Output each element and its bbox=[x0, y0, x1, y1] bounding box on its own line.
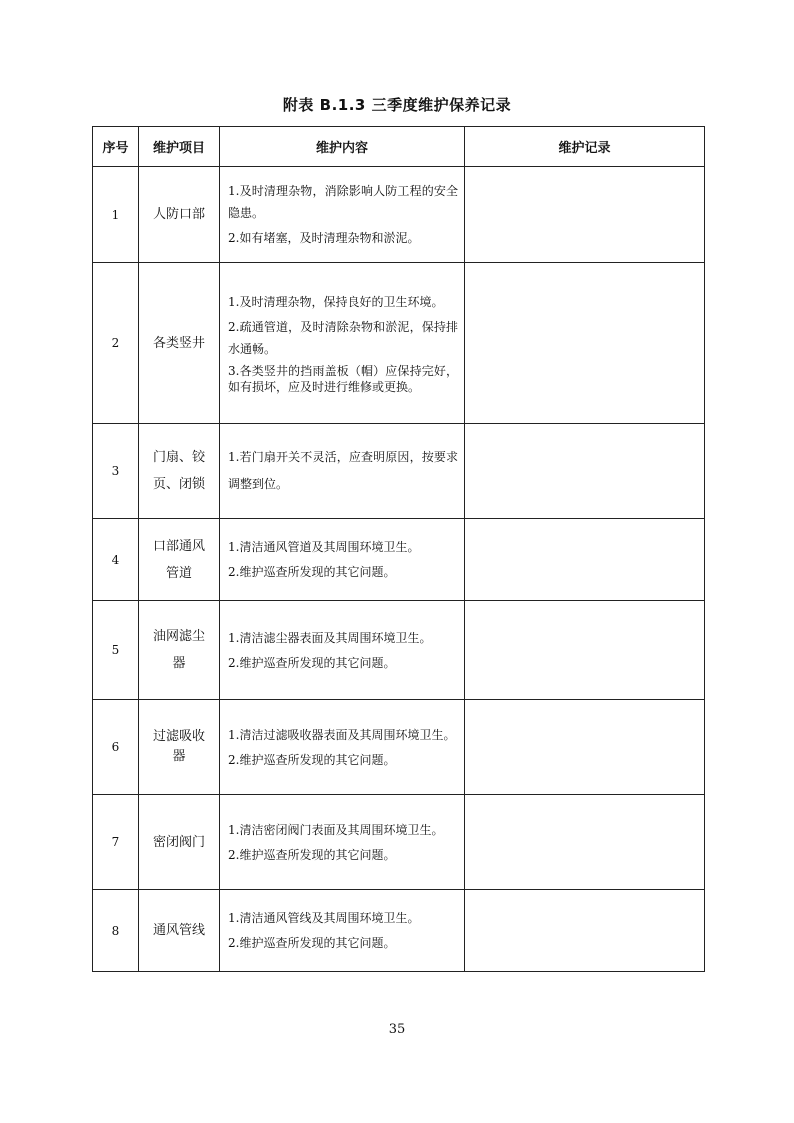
header-record: 维护记录 bbox=[465, 127, 705, 167]
row-content bbox=[220, 601, 465, 700]
header-seq: 序号 bbox=[93, 127, 139, 167]
record-cell[interactable] bbox=[465, 263, 705, 424]
row-content bbox=[220, 890, 465, 972]
row-seq: 5 bbox=[93, 601, 139, 700]
content-line: 1.及时清理杂物，保持良好的卫生环境。 bbox=[228, 295, 444, 309]
content-line: 2.维护巡查所发现的其它问题。 bbox=[228, 752, 396, 767]
row-item: 口部通风管道 bbox=[139, 519, 220, 601]
row-content bbox=[220, 700, 465, 795]
record-cell[interactable] bbox=[465, 601, 705, 700]
record-cell[interactable] bbox=[465, 424, 705, 519]
page-title: 附表 B.1.3 三季度维护保养记录 bbox=[282, 96, 512, 114]
row-item: 油网滤尘器 bbox=[139, 601, 220, 700]
row-content bbox=[220, 519, 465, 601]
page-number: 35 bbox=[388, 1022, 406, 1037]
content-line: 2.维护巡查所发现的其它问题。 bbox=[228, 936, 396, 950]
row-item: 通风管线 bbox=[139, 890, 220, 972]
table-row bbox=[93, 795, 705, 890]
row-seq: 7 bbox=[93, 795, 139, 890]
content-line: 2.维护巡查所发现的其它问题。 bbox=[228, 655, 396, 670]
table-row bbox=[93, 601, 705, 700]
row-item: 过滤吸收器 bbox=[139, 700, 220, 795]
row-content bbox=[220, 424, 465, 519]
content-line: 1.清洁通风管道及其周围环境卫生。 bbox=[228, 540, 420, 554]
content-line: 1.及时清理杂物，消除影响人防工程的安全隐患。 bbox=[228, 184, 458, 220]
content-line: 1.清洁过滤吸收器表面及其周围环境卫生。 bbox=[228, 727, 456, 742]
content-line: 2.疏通管道，及时清除杂物和淤泥，保持排水通畅。 bbox=[228, 320, 458, 356]
row-content bbox=[220, 263, 465, 424]
record-cell[interactable] bbox=[465, 700, 705, 795]
row-seq: 1 bbox=[93, 167, 139, 263]
row-seq: 6 bbox=[93, 700, 139, 795]
content-line: 1.清洁滤尘器表面及其周围环境卫生。 bbox=[228, 630, 432, 645]
table-row bbox=[93, 890, 705, 972]
record-cell[interactable] bbox=[465, 519, 705, 601]
header-content: 维护内容 bbox=[220, 127, 465, 167]
content-line: 2.如有堵塞，及时清理杂物和淤泥。 bbox=[228, 231, 420, 245]
content-line: 2.维护巡查所发现的其它问题。 bbox=[228, 565, 396, 579]
table-header-row bbox=[93, 127, 705, 167]
content-line: 2.维护巡查所发现的其它问题。 bbox=[228, 847, 396, 862]
table-row bbox=[93, 263, 705, 424]
row-seq: 8 bbox=[93, 890, 139, 972]
row-seq: 4 bbox=[93, 519, 139, 601]
table-row bbox=[93, 167, 705, 263]
row-seq: 3 bbox=[93, 424, 139, 519]
content-line: 3.各类竖井的挡雨盖板（帽）应保持完好，如有损坏，应及时进行维修或更换。 bbox=[228, 364, 458, 394]
table-row bbox=[93, 700, 705, 795]
maintenance-record-table bbox=[92, 126, 705, 972]
row-content bbox=[220, 795, 465, 890]
row-content bbox=[220, 167, 465, 263]
table-row bbox=[93, 424, 705, 519]
row-item: 密闭阀门 bbox=[139, 795, 220, 890]
content-line: 1.若门扇开关不灵活，应查明原因，按要求调整到位。 bbox=[228, 450, 458, 491]
content-line: 1.清洁通风管线及其周围环境卫生。 bbox=[228, 911, 420, 925]
record-cell[interactable] bbox=[465, 890, 705, 972]
header-item: 维护项目 bbox=[139, 127, 220, 167]
record-cell[interactable] bbox=[465, 795, 705, 890]
row-item: 门扇、铰页、闭锁 bbox=[139, 424, 220, 519]
record-cell[interactable] bbox=[465, 167, 705, 263]
row-item: 各类竖井 bbox=[139, 263, 220, 424]
row-seq: 2 bbox=[93, 263, 139, 424]
table-row bbox=[93, 519, 705, 601]
content-line: 1.清洁密闭阀门表面及其周围环境卫生。 bbox=[228, 822, 444, 837]
row-item: 人防口部 bbox=[139, 167, 220, 263]
